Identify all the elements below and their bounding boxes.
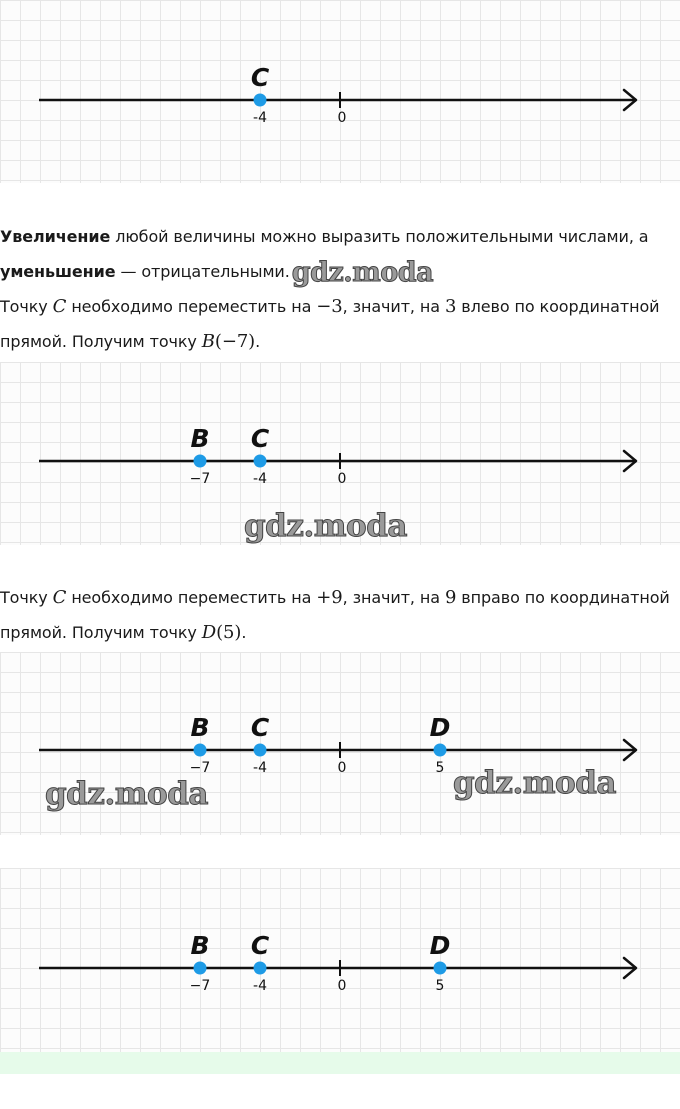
point-b-dot [194, 744, 207, 757]
point-b-value: −7 [189, 760, 211, 776]
point-c-dot [254, 455, 267, 468]
point-d-dot [434, 962, 447, 975]
math-result-value: (−7) [214, 331, 256, 352]
math-shift: −3 [316, 296, 343, 317]
point-b-dot [194, 962, 207, 975]
math-result-point: D [201, 622, 217, 643]
watermark-logo: gdz.moda [45, 776, 208, 812]
origin-label: 0 [337, 978, 347, 994]
point-c-label: C [250, 63, 270, 92]
origin-label: 0 [337, 471, 347, 487]
number-line-panel-4 [0, 868, 680, 1052]
math-point-c: C [52, 587, 67, 608]
paragraph-move-right: Точку C необходимо переместить на +9, значит, на 9 вправо по координатной прямой. Получим точку D(5). [0, 587, 670, 643]
number-line-panel-2 [0, 362, 680, 545]
point-c-dot [254, 94, 267, 107]
number-line-panel-1 [0, 0, 680, 183]
point-c-label: C [250, 424, 270, 453]
point-b-label: B [190, 931, 210, 960]
point-b-value: −7 [189, 471, 211, 487]
point-c-value: -4 [253, 471, 267, 487]
number-line-panel-3 [0, 652, 680, 835]
math-amount: 3 [444, 296, 457, 317]
origin-label: 0 [337, 110, 347, 126]
point-c-value: -4 [253, 978, 267, 994]
origin-label: 0 [337, 760, 347, 776]
point-d-label: D [429, 931, 451, 960]
point-c-label: C [250, 713, 270, 742]
point-c-value: -4 [253, 110, 267, 126]
point-b-label: B [190, 424, 210, 453]
point-d-dot [434, 744, 447, 757]
paragraph-move-left: Точку C необходимо переместить на −3, значит, на 3 влево по координатной прямой. Получим точку B(−7). [0, 296, 660, 352]
point-c-label: C [250, 931, 270, 960]
point-b-label: B [190, 713, 210, 742]
number-line-bcd-final [0, 868, 680, 1052]
number-line-c [0, 0, 680, 183]
point-c-dot [254, 962, 267, 975]
point-d-value: 5 [435, 760, 445, 776]
math-result-value: (5) [216, 622, 242, 643]
point-b-value: −7 [189, 978, 211, 994]
point-b-dot [194, 455, 207, 468]
point-c-value: -4 [253, 760, 267, 776]
math-point-c: C [52, 296, 67, 317]
watermark-logo: gdz.moda [453, 765, 616, 801]
bold-decrease: уменьшение [0, 262, 116, 281]
bold-increase: Увеличение [0, 227, 111, 246]
math-shift: +9 [316, 587, 343, 608]
highlight-bar [0, 1052, 680, 1074]
point-d-label: D [429, 713, 451, 742]
point-c-dot [254, 744, 267, 757]
paragraph-increase-decrease: Увеличение любой величины можно выразить положительными числами, а уменьшение — отрицательными.gdz.moda [0, 227, 649, 288]
watermark-logo: gdz.moda [291, 257, 434, 288]
watermark-logo: gdz.moda [244, 508, 407, 544]
point-d-value: 5 [435, 978, 445, 994]
math-result-point: B [201, 331, 215, 352]
math-amount: 9 [444, 587, 457, 608]
